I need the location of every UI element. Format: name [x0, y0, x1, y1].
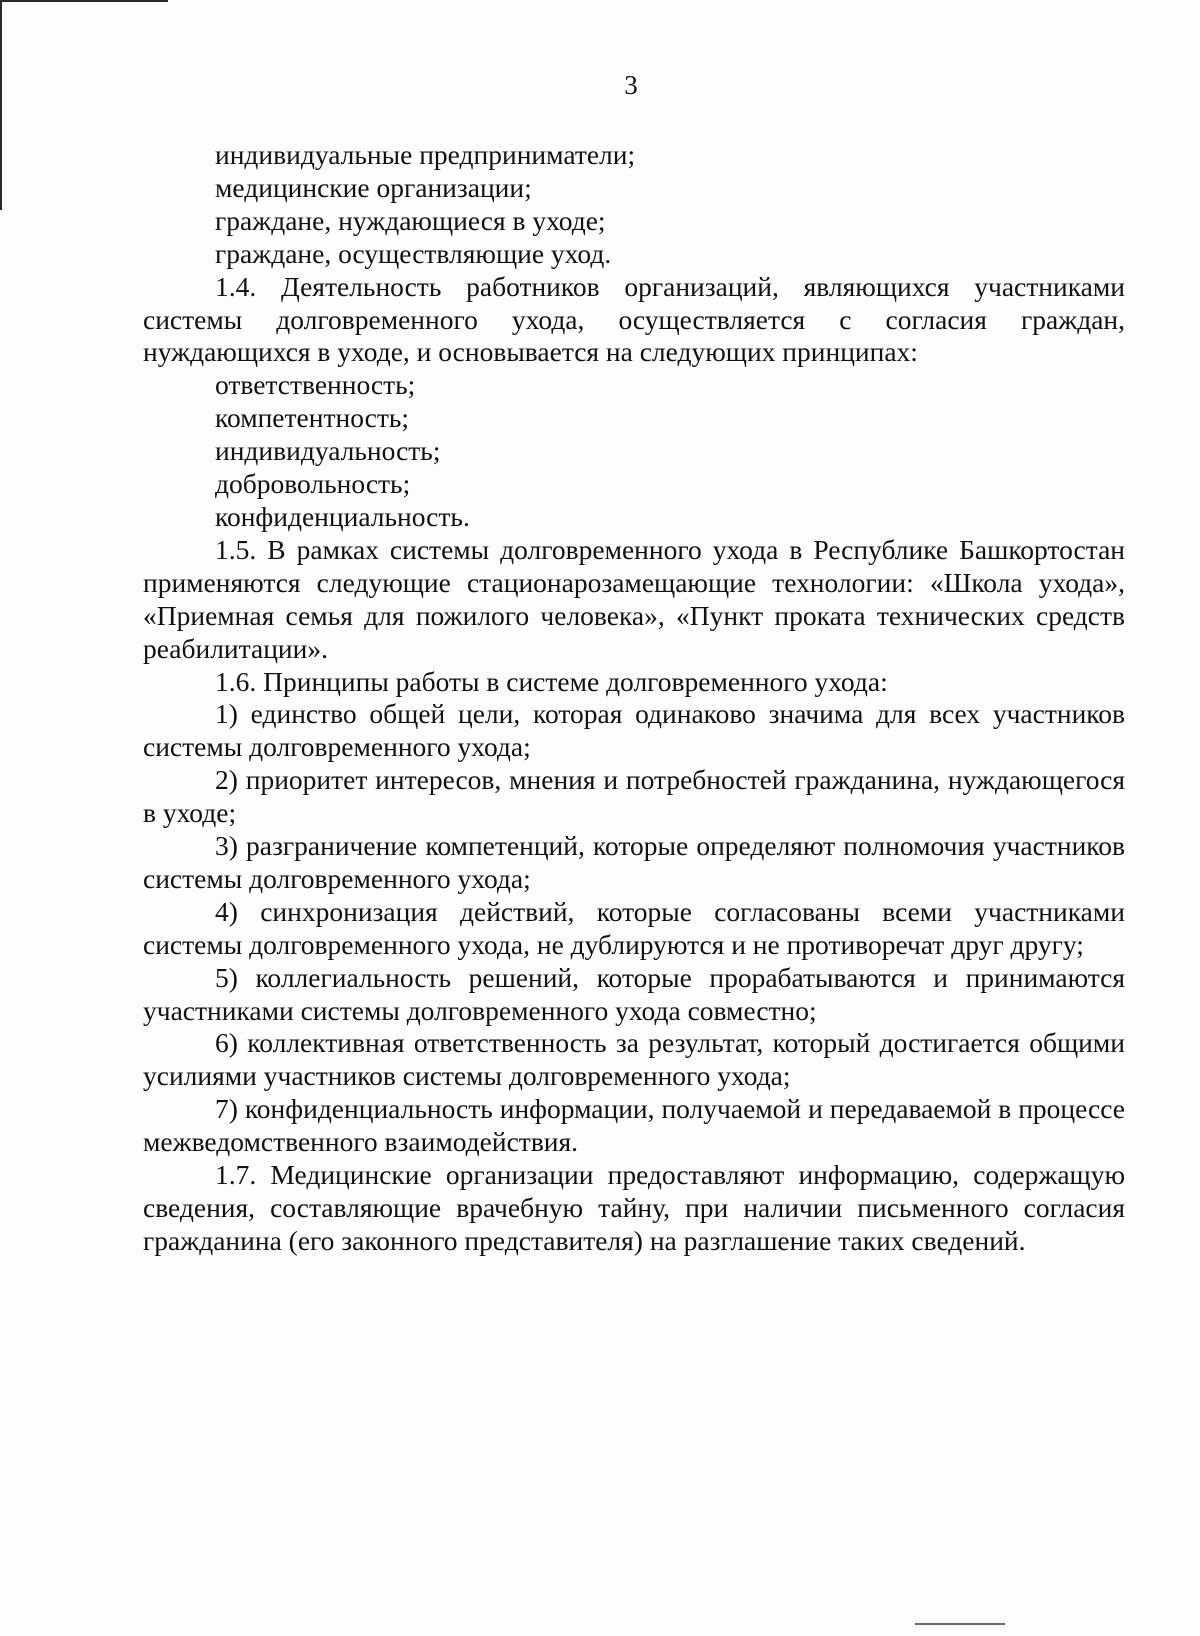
participant-line-2: медицинские организации; [215, 171, 532, 203]
list-item-2: 2) приоритет интересов, мнения и потребностей гражданина, нуждающегося в уходе; [143, 764, 1125, 829]
list-item-1: 1) единство общей цели, которая одинаково значима для всех участников системы долговременного ухода; [143, 698, 1125, 763]
participant-line-3: граждане, нуждающиеся в уходе; [215, 204, 606, 236]
paragraph-1-6: 1.6. Принципы работы в системе долговременного ухода: [215, 665, 888, 697]
scan-mark-bottom [915, 1623, 1005, 1625]
page-number: 3 [624, 70, 638, 100]
list-item-7: 7) конфиденциальность информации, получаемой и передаваемой в процессе межведомственного взаимодействия. [143, 1093, 1125, 1158]
principle-5: конфиденциальность. [215, 500, 470, 532]
paragraph-1-7: 1.7. Медицинские организации предоставляют информацию, содержащую сведения, составляющие врачебную тайну, при наличии письменного согласия гражданина (его законного представителя) на разглашение таких сведений. [143, 1159, 1125, 1256]
participant-line-4: граждане, осуществляющие уход. [215, 237, 612, 269]
list-item-6: 6) коллективная ответственность за результат, который достигается общими усилиями участников системы долговременного ухода; [143, 1027, 1125, 1092]
scan-edge-top [0, 0, 168, 2]
list-item-3: 3) разграничение компетенций, которые определяют полномочия участников системы долговременного ухода; [143, 830, 1125, 894]
list-item-5: 5) коллегиальность решений, которые прорабатываются и принимаются участниками системы долговременного ухода совместно; [143, 961, 1125, 1026]
principle-4: добровольность; [215, 468, 411, 500]
paragraph-1-5: 1.5. В рамках системы долговременного ухода в Республике Башкортостан применяются следующие стационарозамещающие технологии: «Школа ухода», «Приемная семья для пожилого человека», «Пункт проката технических средств реабилитации». [143, 533, 1125, 664]
principle-2: компетентность; [215, 402, 410, 434]
principle-3: индивидуальность; [215, 435, 441, 467]
paragraph-1-4: 1.4. Деятельность работников организаций, являющихся участниками системы долговременного ухода, осуществляется с согласия граждан, нуждающихся в уходе, и основывается на следующих принципах: [143, 270, 1125, 368]
scan-edge-left [0, 0, 2, 210]
list-item-4: 4) синхронизация действий, которые согласованы всеми участниками системы долговременного ухода, не дублируются и не противоречат друг другу; [143, 895, 1125, 960]
principle-1: ответственность; [215, 369, 416, 401]
participant-line-1: индивидуальные предприниматели; [215, 139, 636, 170]
document-body [143, 139, 1125, 1258]
